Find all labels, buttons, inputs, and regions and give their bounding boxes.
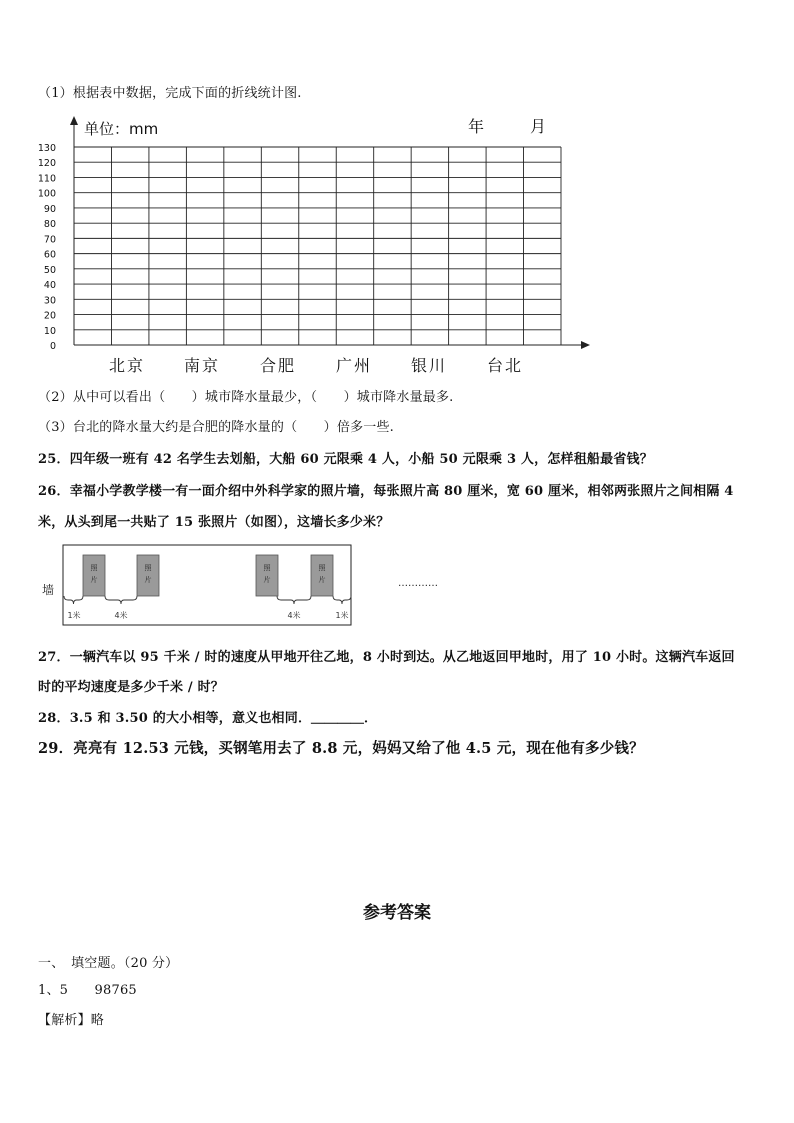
gap-label-edge: 1米 [335, 611, 349, 620]
photo-label-bottom: 片 [90, 576, 98, 584]
answer-title: 参考答案 [363, 903, 431, 923]
question-26-line2: 米，从头到尾一共贴了 15 张照片（如图），这墙长多少米？ [38, 515, 390, 530]
continuation-dots: ………… [398, 578, 438, 589]
y-tick-label: 120 [37, 158, 56, 170]
wall-rectangle [63, 545, 351, 625]
line-chart-grid [30, 108, 600, 378]
year-label: 年 [468, 117, 485, 136]
q24-part3: （3）台北的降水量大约是合肥的降水量的（ ）倍多一些. [38, 420, 395, 435]
x-category-label: 南京 [183, 356, 221, 375]
photo-label-bottom: 片 [263, 576, 271, 584]
gap-label-edge: 1米 [67, 611, 81, 620]
photo-label-top: 照 [318, 564, 326, 572]
y-tick-label: 20 [43, 310, 56, 322]
wall-label: 墙 [42, 583, 55, 597]
y-tick-label: 70 [43, 234, 56, 246]
gap-label-between: 4米 [114, 611, 128, 620]
photo-label-top: 照 [144, 564, 152, 572]
y-tick-label: 110 [37, 173, 56, 185]
x-axis-arrow [581, 341, 590, 349]
photo-label-bottom: 片 [318, 576, 326, 584]
question-28: 28．3.5 和 3.50 的大小相等，意义也相同．＿＿＿＿． [38, 711, 378, 726]
photo-label-bottom: 片 [144, 576, 152, 584]
x-category-label: 台北 [486, 356, 524, 375]
answer-item-1: 1、5 98765 [38, 983, 137, 998]
x-category-label: 广州 [335, 356, 373, 375]
q24-part1: （1）根据表中数据，完成下面的折线统计图. [38, 86, 302, 101]
y-tick-label: 60 [43, 249, 56, 261]
y-tick-label: 50 [43, 264, 56, 276]
y-tick-label: 130 [37, 143, 56, 154]
q24-part2: （2）从中可以看出（ ）城市降水量最少，（ ）城市降水量最多. [38, 390, 454, 405]
y-tick-label: 90 [43, 203, 56, 215]
month-label: 月 [530, 117, 547, 136]
x-category-label: 银川 [410, 356, 448, 375]
y-tick-label: 0 [49, 341, 56, 352]
gap-brace-right-edge [333, 596, 351, 604]
photo-label-top: 照 [90, 564, 98, 572]
y-tick-label: 100 [37, 188, 56, 200]
question-27-line1: 27．一辆汽车以 95 千米 / 时的速度从甲地开往乙地，8 小时到达。从乙地返回甲地时，用了 10 小时。这辆汽车返回 [38, 650, 735, 665]
gap-label-between: 4米 [287, 611, 301, 620]
unit-label: 单位：mm [84, 120, 159, 138]
y-axis-arrow [70, 116, 78, 125]
x-category-label: 北京 [108, 356, 146, 375]
question-25: 25．四年级一班有 42 名学生去划船，大船 60 元限乘 4 人，小船 50 元限乘 3 人，怎样租船最省钱？ [38, 452, 653, 467]
y-tick-label: 40 [43, 280, 56, 292]
photo-wall-figure [30, 538, 470, 628]
question-26-line1: 26．幸福小学教学楼一有一面介绍中外科学家的照片墙，每张照片高 80 厘米，宽 60 厘米，相邻两张照片之间相隔 4 [38, 484, 734, 499]
y-tick-label: 10 [43, 325, 56, 337]
answer-section-heading: 一、 填空题。（20 分） [38, 956, 179, 971]
question-29: 29．亮亮有 12.53 元钱，买钢笔用去了 8.8 元，妈妈又给了他 4.5 元，现在他有多少钱？ [38, 740, 644, 757]
answer-analysis: 【解析】略 [38, 1013, 105, 1028]
y-tick-label: 30 [43, 295, 56, 307]
gap-brace-between [277, 596, 311, 604]
question-27-line2: 时的平均速度是多少千米 / 时？ [38, 680, 224, 695]
photo-label-top: 照 [263, 564, 271, 572]
gap-brace-between [105, 596, 137, 604]
x-category-label: 合肥 [259, 356, 297, 375]
y-tick-label: 80 [43, 219, 56, 231]
gap-brace-left-edge [64, 596, 83, 604]
